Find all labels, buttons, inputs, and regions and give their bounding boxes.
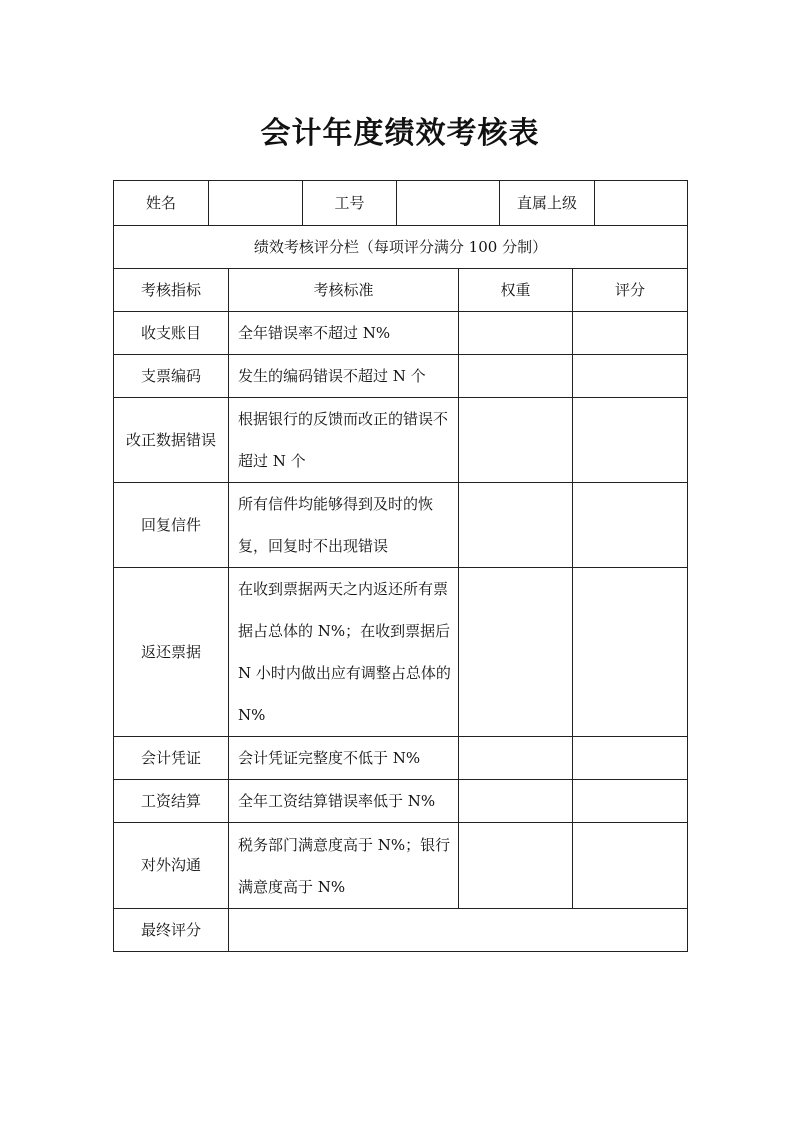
section-header: 绩效考核评分栏（每项评分满分 100 分制）: [253, 237, 548, 256]
standard-cell: [228, 823, 458, 908]
weight-cell[interactable]: [458, 780, 572, 822]
table-row: [114, 311, 687, 354]
score-cell[interactable]: [572, 398, 687, 482]
column-header-standard: 考核标准: [228, 269, 458, 311]
standard-cell: 发生的编码错误不超过 N 个: [228, 355, 458, 397]
weight-cell[interactable]: [458, 823, 572, 908]
weight-cell[interactable]: [458, 483, 572, 567]
table-row: [114, 822, 687, 908]
id-label: 工号: [302, 181, 396, 225]
score-cell[interactable]: [572, 780, 687, 822]
score-cell[interactable]: [572, 823, 687, 908]
info-row: [114, 181, 687, 225]
supervisor-field[interactable]: [594, 181, 687, 225]
table-row: [114, 736, 687, 779]
table-row: [114, 354, 687, 397]
weight-cell[interactable]: [458, 355, 572, 397]
column-header-row: [114, 268, 687, 311]
page-title: 会计年度绩效考核表: [260, 116, 540, 151]
weight-cell[interactable]: [458, 398, 572, 482]
weight-cell[interactable]: [458, 568, 572, 736]
table-row: [114, 567, 687, 736]
table-row: [114, 779, 687, 822]
standard-cell: [228, 483, 458, 567]
column-header-weight: 权重: [458, 269, 572, 311]
standard-text: 所有信件均能够得到及时的恢复，回复时不出现错误: [238, 495, 434, 555]
standard-cell: 全年工资结算错误率低于 N%: [228, 780, 458, 822]
indicator-cell: 对外沟通: [140, 856, 201, 874]
score-cell[interactable]: [572, 737, 687, 779]
indicator-cell: 收支账目: [140, 323, 201, 342]
indicator-cell: 回复信件: [140, 515, 201, 534]
indicator-cell: 改正数据错误: [125, 430, 216, 449]
column-header-score: 评分: [572, 269, 687, 311]
indicator-cell: 支票编码: [140, 366, 201, 385]
section-header-row: [114, 225, 687, 268]
standard-text: 在收到票据两天之内返还所有票据占总体的 N%；在收到票据后 N 小时内做出应有调整占总体的 N%: [238, 580, 451, 724]
final-score-field[interactable]: [228, 909, 687, 951]
name-label: 姓名: [145, 193, 176, 212]
column-header-indicator: 考核指标: [140, 280, 201, 299]
indicator-cell: 会计凭证: [140, 748, 201, 767]
standard-cell: [228, 568, 458, 736]
standard-cell: [228, 398, 458, 482]
supervisor-label: 直属上级: [499, 181, 594, 225]
standard-text: 根据银行的反馈而改正的错误不超过 N 个: [238, 410, 449, 470]
appraisal-table: [113, 180, 688, 952]
standard-cell: 全年错误率不超过 N%: [228, 312, 458, 354]
final-score-label: 最终评分: [140, 920, 201, 939]
standard-text: 税务部门满意度高于 N%；银行满意度高于 N%: [238, 835, 451, 896]
standard-cell: 会计凭证完整度不低于 N%: [228, 737, 458, 779]
score-cell[interactable]: [572, 483, 687, 567]
table-row: [114, 482, 687, 567]
weight-cell[interactable]: [458, 737, 572, 779]
id-field[interactable]: [396, 181, 499, 225]
score-cell[interactable]: [572, 355, 687, 397]
weight-cell[interactable]: [458, 312, 572, 354]
final-score-row: [114, 908, 687, 951]
indicator-cell: 工资结算: [140, 791, 201, 810]
score-cell[interactable]: [572, 312, 687, 354]
score-cell[interactable]: [572, 568, 687, 736]
table-row: [114, 397, 687, 482]
indicator-cell: 返还票据: [140, 642, 201, 661]
name-field[interactable]: [208, 181, 302, 225]
